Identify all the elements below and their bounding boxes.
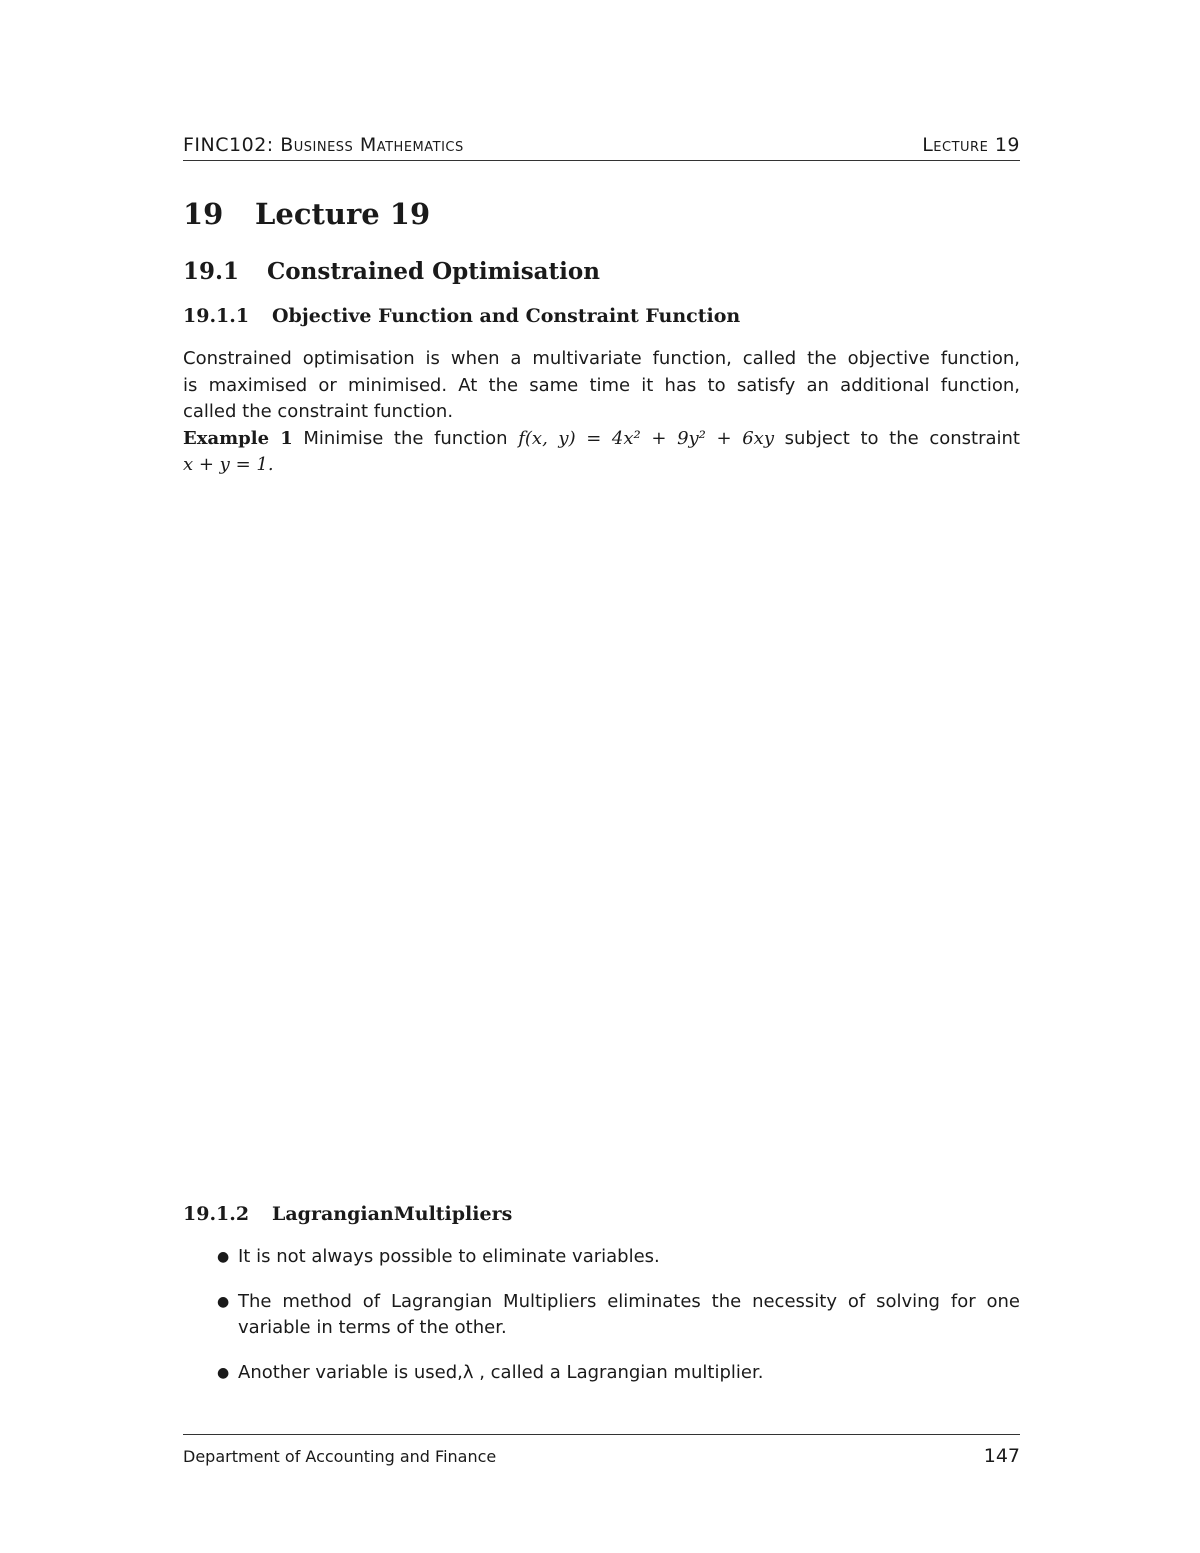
objective-function: f(x, y) = 4x² + 9y² + 6xy [518,427,774,449]
paragraph-line: is maximised or minimised. At the same time it has to satisfy an additional function, [183,374,1020,396]
example-line [183,426,1020,453]
list-item-text: Another variable is used,λ , called a Lagrangian multiplier. [238,1361,764,1383]
example-label: Example 1 [183,427,293,449]
page-footer [183,1434,1020,1467]
constraint-equation: x + y = 1. [183,454,274,475]
section-title: Lecture 19 [255,197,431,231]
list-item [183,1360,1020,1387]
list-item-text: It is not always possible to eliminate variables. [238,1246,660,1267]
subsubsection-number: 19.1.2 [183,1203,250,1225]
page-header [183,134,1020,161]
paragraph-line: called the constraint function. [183,401,454,422]
paragraph-line: Constrained optimisation is when a multivariate function, called the objective function, [183,348,1020,369]
section-heading [183,197,430,231]
subsection-number: 19.1 [183,258,240,285]
constraint-line [183,452,1020,479]
subsubsection-heading-1 [183,305,740,327]
example-text-after: subject to the constraint [784,427,1020,449]
list-item-text: variable in terms of the other. [238,1317,507,1338]
course-title: FINC102: Business Mathematics [183,134,464,156]
subsubsection-title: Objective Function and Constraint Function [272,305,741,327]
lecture-label: Lecture 19 [922,134,1020,156]
subsubsection-number: 19.1.1 [183,305,250,327]
bullet-icon: ● [217,1249,230,1265]
bullet-icon: ● [217,1293,230,1310]
subsection-title: Constrained Optimisation [267,258,600,285]
subsection-heading [183,258,600,285]
example-text: Minimise the function [303,427,508,449]
subsubsection-heading-2 [183,1203,512,1225]
section-number: 19 [183,197,224,231]
department-name: Department of Accounting and Finance [183,1447,497,1466]
list-item [183,1244,1020,1271]
page-number: 147 [983,1445,1020,1467]
list-item [183,1289,1020,1342]
bullet-icon: ● [217,1364,230,1381]
list-item-text: The method of Lagrangian Multipliers eliminates the necessity of solving for one [238,1290,1020,1312]
bullet-list [183,1244,1020,1404]
subsubsection-title: LagrangianMultipliers [272,1203,513,1225]
body-paragraph [183,346,1020,479]
